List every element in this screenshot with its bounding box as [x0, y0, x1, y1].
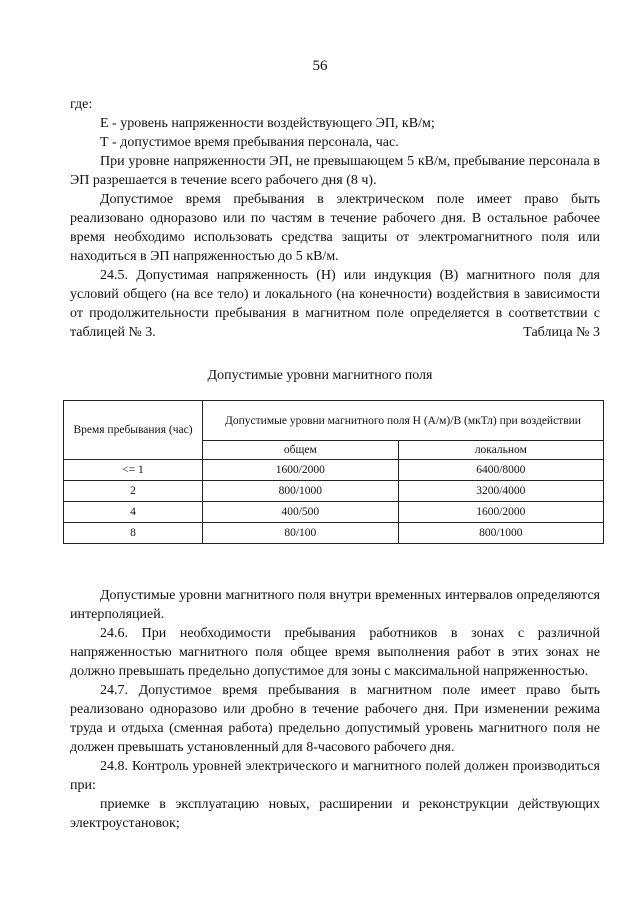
- paragraph-24-8: 24.8. Контроль уровней электрического и магнитного полей должен производиться при:: [70, 759, 600, 793]
- cell-general: 400/500: [203, 502, 399, 523]
- where-line: где:: [70, 97, 93, 112]
- paragraph-acceptance: приемке в эксплуатацию новых, расширении и реконструкции действующих электроустановок;: [70, 797, 600, 831]
- page-number: 56: [312, 58, 328, 74]
- intro-text: [70, 95, 600, 342]
- header-local: локальном: [398, 441, 603, 460]
- cell-local: 3200/4000: [398, 481, 603, 502]
- magnetic-field-limits-table: [63, 400, 604, 544]
- cell-local: 1600/2000: [398, 502, 603, 523]
- table-row: [64, 460, 604, 481]
- paragraph-5kv: При уровне напряженности ЭП, не превышающем 5 кВ/м, пребывание персонала в ЭП разрешается в течение всего рабочего дня (8 ч).: [70, 154, 600, 188]
- cell-general: 80/100: [203, 523, 399, 544]
- table-row: [64, 523, 604, 544]
- table-title: Допустимые уровни магнитного поля: [207, 368, 433, 383]
- table-label: Таблица № 3: [523, 325, 600, 340]
- cell-local: 800/1000: [398, 523, 603, 544]
- paragraph-24-6: 24.6. При необходимости пребывания работников в зонах с различной напряженностью магнитного поля общее время выполнения работ в этих зонах не должно превышать предельно допустимое для зоны с максимальной напряженностью.: [70, 626, 600, 679]
- cell-time: 4: [64, 502, 203, 523]
- table-row: [64, 502, 604, 523]
- paragraph-interpolation: Допустимые уровни магнитного поля внутри временных интервалов определяются интерполяцией.: [70, 588, 600, 622]
- paragraph-24-7: 24.7. Допустимое время пребывания в магнитном поле имеет право быть реализовано одноразово или дробно в течение рабочего дня. При изменении режима труда и отдыха (сменная работа) предельно допустимый уровень магнитного поля не должен превышать установленный для 8-часового рабочего дня.: [70, 683, 600, 755]
- header-general: общем: [203, 441, 399, 460]
- header-time: Время пребывания (час): [64, 401, 203, 460]
- cell-local: 6400/8000: [398, 460, 603, 481]
- cell-general: 800/1000: [203, 481, 399, 502]
- cell-general: 1600/2000: [203, 460, 399, 481]
- header-levels: Допустимые уровни магнитного поля Н (А/м)/В (мкТл) при воздействии: [203, 401, 604, 441]
- cell-time: <= 1: [64, 460, 203, 481]
- cell-time: 2: [64, 481, 203, 502]
- table-row: [64, 481, 604, 502]
- definition-e: Е - уровень напряженности воздействующего ЭП, кВ/м;: [100, 116, 435, 131]
- definition-t: Т - допустимое время пребывания персонала, час.: [100, 135, 399, 150]
- cell-time: 8: [64, 523, 203, 544]
- paragraph-24-5: 24.5. Допустимая напряженность (Н) или индукция (В) магнитного поля для условий общего (на все тело) и локального (на конечности) воздействия в зависимости от продолжительности пребывания в магнитном поле определяется в соответствии с таблицей № 3.: [70, 268, 600, 340]
- paragraph-time-ep: Допустимое время пребывания в электрическом поле имеет право быть реализовано одноразово или по частям в течение рабочего дня. В остальное рабочее время необходимо использовать средства защиты от электромагнитного поля или находиться в ЭП напряженностью до 5 кВ/м.: [70, 192, 600, 264]
- after-table-text: [70, 586, 600, 833]
